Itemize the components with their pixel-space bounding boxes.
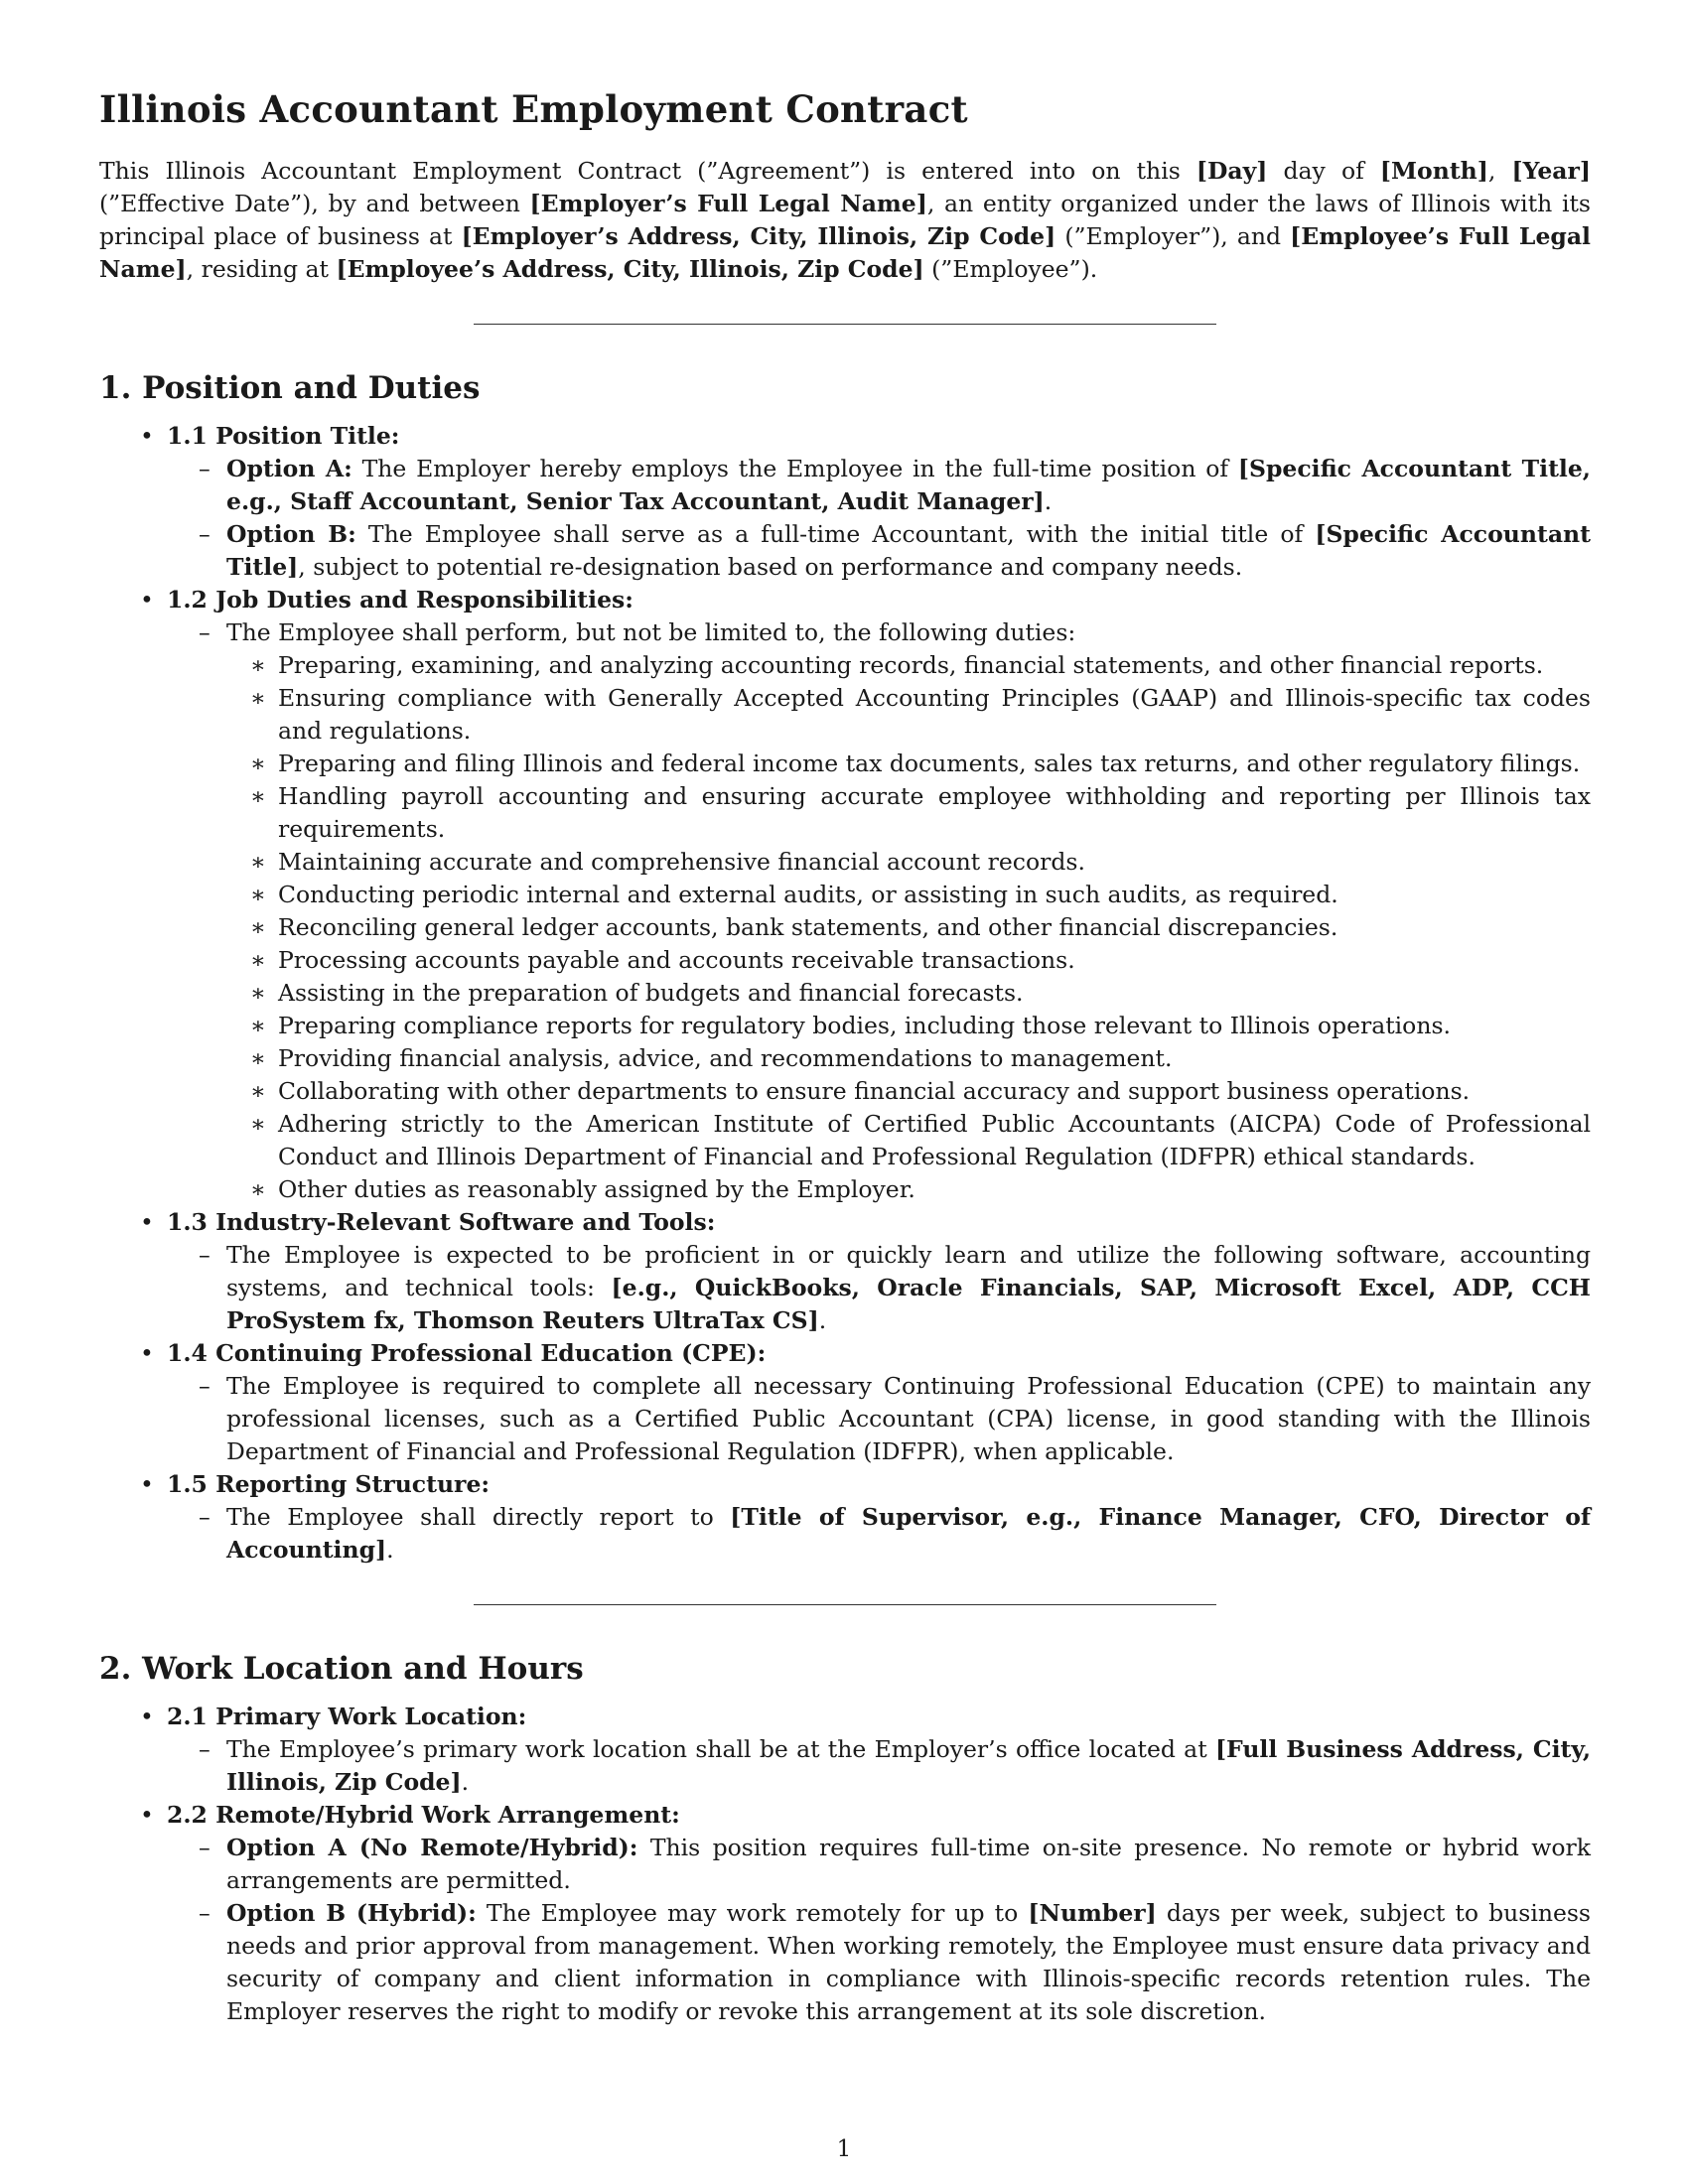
option-b bbox=[167, 518, 1591, 584]
clause-1-5 bbox=[99, 1468, 1591, 1567]
duty-item: ∗ Conducting periodic internal and external audits, or assisting in such audits, as required. bbox=[226, 879, 1591, 911]
intro-text: (”Employee”). bbox=[923, 255, 1098, 283]
intro-text: , residing at bbox=[186, 255, 337, 283]
clause-label: 1.3 Industry-Relevant Software and Tools: bbox=[167, 1208, 716, 1236]
clause-label: 1.4 Continuing Professional Education (CPE): bbox=[167, 1339, 767, 1367]
document-page bbox=[99, 87, 1591, 2028]
supervisor-field: [Title of Supervisor, e.g., Finance Manager, CFO, Director of Accounting] bbox=[226, 1503, 1591, 1564]
clause-text: The Employee is expected to be proficient in or quickly learn and utilize the following software, accounting systems, and technical tools: bbox=[226, 1241, 1591, 1301]
option-label: Option B: bbox=[226, 520, 356, 548]
intro-text: , bbox=[1487, 157, 1512, 185]
option-text: , subject to potential re-designation based on performance and company needs. bbox=[298, 553, 1243, 581]
intro-text: (”Employer”), and bbox=[1055, 222, 1291, 250]
duty-item: ∗ Handling payroll accounting and ensuring accurate employee withholding and reporting per Illinois tax requirements. bbox=[226, 780, 1591, 846]
punctuation: . bbox=[386, 1536, 394, 1564]
duty-item: ∗ Maintaining accurate and comprehensive financial account records. bbox=[226, 846, 1591, 879]
option-a bbox=[167, 1832, 1591, 1897]
title-field: [Specific Accountant Title] bbox=[226, 520, 1591, 581]
option-text: days per week, subject to business needs and prior approval from management. When working remotely, the Employee must ensure data privacy and security of company and client information in compliance with Illinois-specific records retention rules. The Employer reserves the right to modify or revoke this arrangement at its sole discretion. bbox=[226, 1899, 1591, 2025]
software-text bbox=[167, 1239, 1591, 1337]
intro-text: This Illinois Accountant Employment Contract (”Agreement”) is entered into on this bbox=[99, 157, 1196, 185]
clause-label: 1.2 Job Duties and Responsibilities: bbox=[167, 586, 633, 614]
employer-name-field: [Employer’s Full Legal Name] bbox=[529, 190, 927, 217]
duty-item: ∗ Collaborating with other departments to ensure financial accuracy and support business operations. bbox=[226, 1075, 1591, 1108]
section-divider bbox=[474, 324, 1216, 325]
section-divider bbox=[474, 1604, 1216, 1605]
intro-paragraph bbox=[99, 155, 1591, 286]
section-heading-1: 1. Position and Duties bbox=[99, 370, 481, 406]
employer-address-field: [Employer’s Address, City, Illinois, Zip Code] bbox=[461, 222, 1056, 250]
clause-label: 1.1 Position Title: bbox=[167, 422, 400, 450]
option-label: Option B (Hybrid): bbox=[226, 1899, 477, 1927]
location-text bbox=[167, 1733, 1591, 1799]
duties-intro bbox=[167, 616, 1591, 1206]
duties-list bbox=[226, 649, 1591, 1206]
clause-1-4 bbox=[99, 1337, 1591, 1468]
day-field: [Day] bbox=[1196, 157, 1268, 185]
clause-label: 2.2 Remote/Hybrid Work Arrangement: bbox=[167, 1801, 680, 1829]
option-label: Option A (No Remote/Hybrid): bbox=[226, 1834, 638, 1861]
clause-2-1 bbox=[99, 1701, 1591, 1799]
duty-item: ∗ Ensuring compliance with Generally Accepted Accounting Principles (GAAP) and Illinois-specific tax codes and regulations. bbox=[226, 682, 1591, 748]
clause-text: The Employee is required to complete all necessary Continuing Professional Education (CPE) to maintain any professional licenses, such as a Certified Public Accountant (CPA) license, in good standing with the Illinois Department of Financial and Professional Regulation (IDFPR), when applicable. bbox=[226, 1372, 1591, 1465]
title-field: [Specific Accountant Title, e.g., Staff Accountant, Senior Tax Accountant, Audit Manager] bbox=[226, 455, 1591, 515]
page-number: 1 bbox=[836, 2136, 852, 2162]
option-b bbox=[167, 1897, 1591, 2028]
document-title: Illinois Accountant Employment Contract bbox=[99, 87, 968, 131]
clause-2-2 bbox=[99, 1799, 1591, 2028]
month-field: [Month] bbox=[1379, 157, 1488, 185]
option-text: This position requires full-time on-site presence. No remote or hybrid work arrangements are permitted. bbox=[226, 1834, 1592, 1894]
duty-item: ∗ Assisting in the preparation of budgets and financial forecasts. bbox=[226, 977, 1591, 1010]
punctuation: . bbox=[1044, 487, 1053, 515]
punctuation: . bbox=[818, 1306, 827, 1334]
option-text: The Employee may work remotely for up to bbox=[476, 1899, 1029, 1927]
clause-text: The Employee shall directly report to bbox=[226, 1503, 731, 1531]
option-text: The Employer hereby employs the Employee in the full-time position of bbox=[352, 455, 1238, 482]
software-field: [e.g., QuickBooks, Oracle Financials, SAP, Microsoft Excel, ADP, CCH ProSystem fx, Thomson Reuters UltraTax CS] bbox=[226, 1274, 1591, 1334]
punctuation: . bbox=[461, 1768, 470, 1796]
duty-item: ∗ Adhering strictly to the American Institute of Certified Public Accountants (AICPA) Code of Professional Conduct and Illinois Department of Financial and Professional Regulation (IDFPR) ethical standards. bbox=[226, 1108, 1591, 1173]
duty-item: ∗ Preparing and filing Illinois and federal income tax documents, sales tax returns, and other regulatory filings. bbox=[226, 748, 1591, 780]
section-2-list bbox=[99, 1701, 1591, 2028]
employee-name-field: [Employee’s Full Legal Name] bbox=[99, 222, 1591, 283]
section-1-list bbox=[99, 420, 1591, 1567]
intro-text: (”Effective Date”), by and between bbox=[99, 190, 530, 217]
duty-item: ∗ Preparing, examining, and analyzing accounting records, financial statements, and other financial reports. bbox=[226, 649, 1591, 682]
clause-label: 1.5 Reporting Structure: bbox=[167, 1470, 491, 1498]
option-text: The Employee shall serve as a full-time Accountant, with the initial title of bbox=[355, 520, 1316, 548]
year-field: [Year] bbox=[1511, 157, 1591, 185]
address-field: [Full Business Address, City, Illinois, Zip Code] bbox=[226, 1735, 1592, 1796]
clause-label: 2.1 Primary Work Location: bbox=[167, 1703, 527, 1730]
cpe-text bbox=[167, 1370, 1591, 1468]
intro-text: , an entity organized under the laws of Illinois with its principal place of business at bbox=[99, 190, 1591, 250]
reporting-text bbox=[167, 1501, 1591, 1567]
number-field: [Number] bbox=[1028, 1899, 1157, 1927]
section-heading-2: 2. Work Location and Hours bbox=[99, 1651, 584, 1687]
option-label: Option A: bbox=[226, 455, 352, 482]
intro-text: day of bbox=[1267, 157, 1380, 185]
clause-1-3 bbox=[99, 1206, 1591, 1337]
duty-item: ∗ Processing accounts payable and accounts receivable transactions. bbox=[226, 944, 1591, 977]
duty-item: ∗ Preparing compliance reports for regulatory bodies, including those relevant to Illinois operations. bbox=[226, 1010, 1591, 1042]
duty-item: ∗ Providing financial analysis, advice, and recommendations to management. bbox=[226, 1042, 1591, 1075]
clause-1-2 bbox=[99, 584, 1591, 1206]
duty-item: ∗ Other duties as reasonably assigned by the Employer. bbox=[226, 1173, 1591, 1206]
duties-intro-text: The Employee shall perform, but not be limited to, the following duties: bbox=[226, 618, 1076, 646]
clause-1-1 bbox=[99, 420, 1591, 584]
duty-item: ∗ Reconciling general ledger accounts, bank statements, and other financial discrepancies. bbox=[226, 911, 1591, 944]
option-a bbox=[167, 453, 1591, 518]
employee-address-field: [Employee’s Address, City, Illinois, Zip Code] bbox=[336, 255, 924, 283]
clause-text: The Employee’s primary work location shall be at the Employer’s office located at bbox=[226, 1735, 1215, 1763]
